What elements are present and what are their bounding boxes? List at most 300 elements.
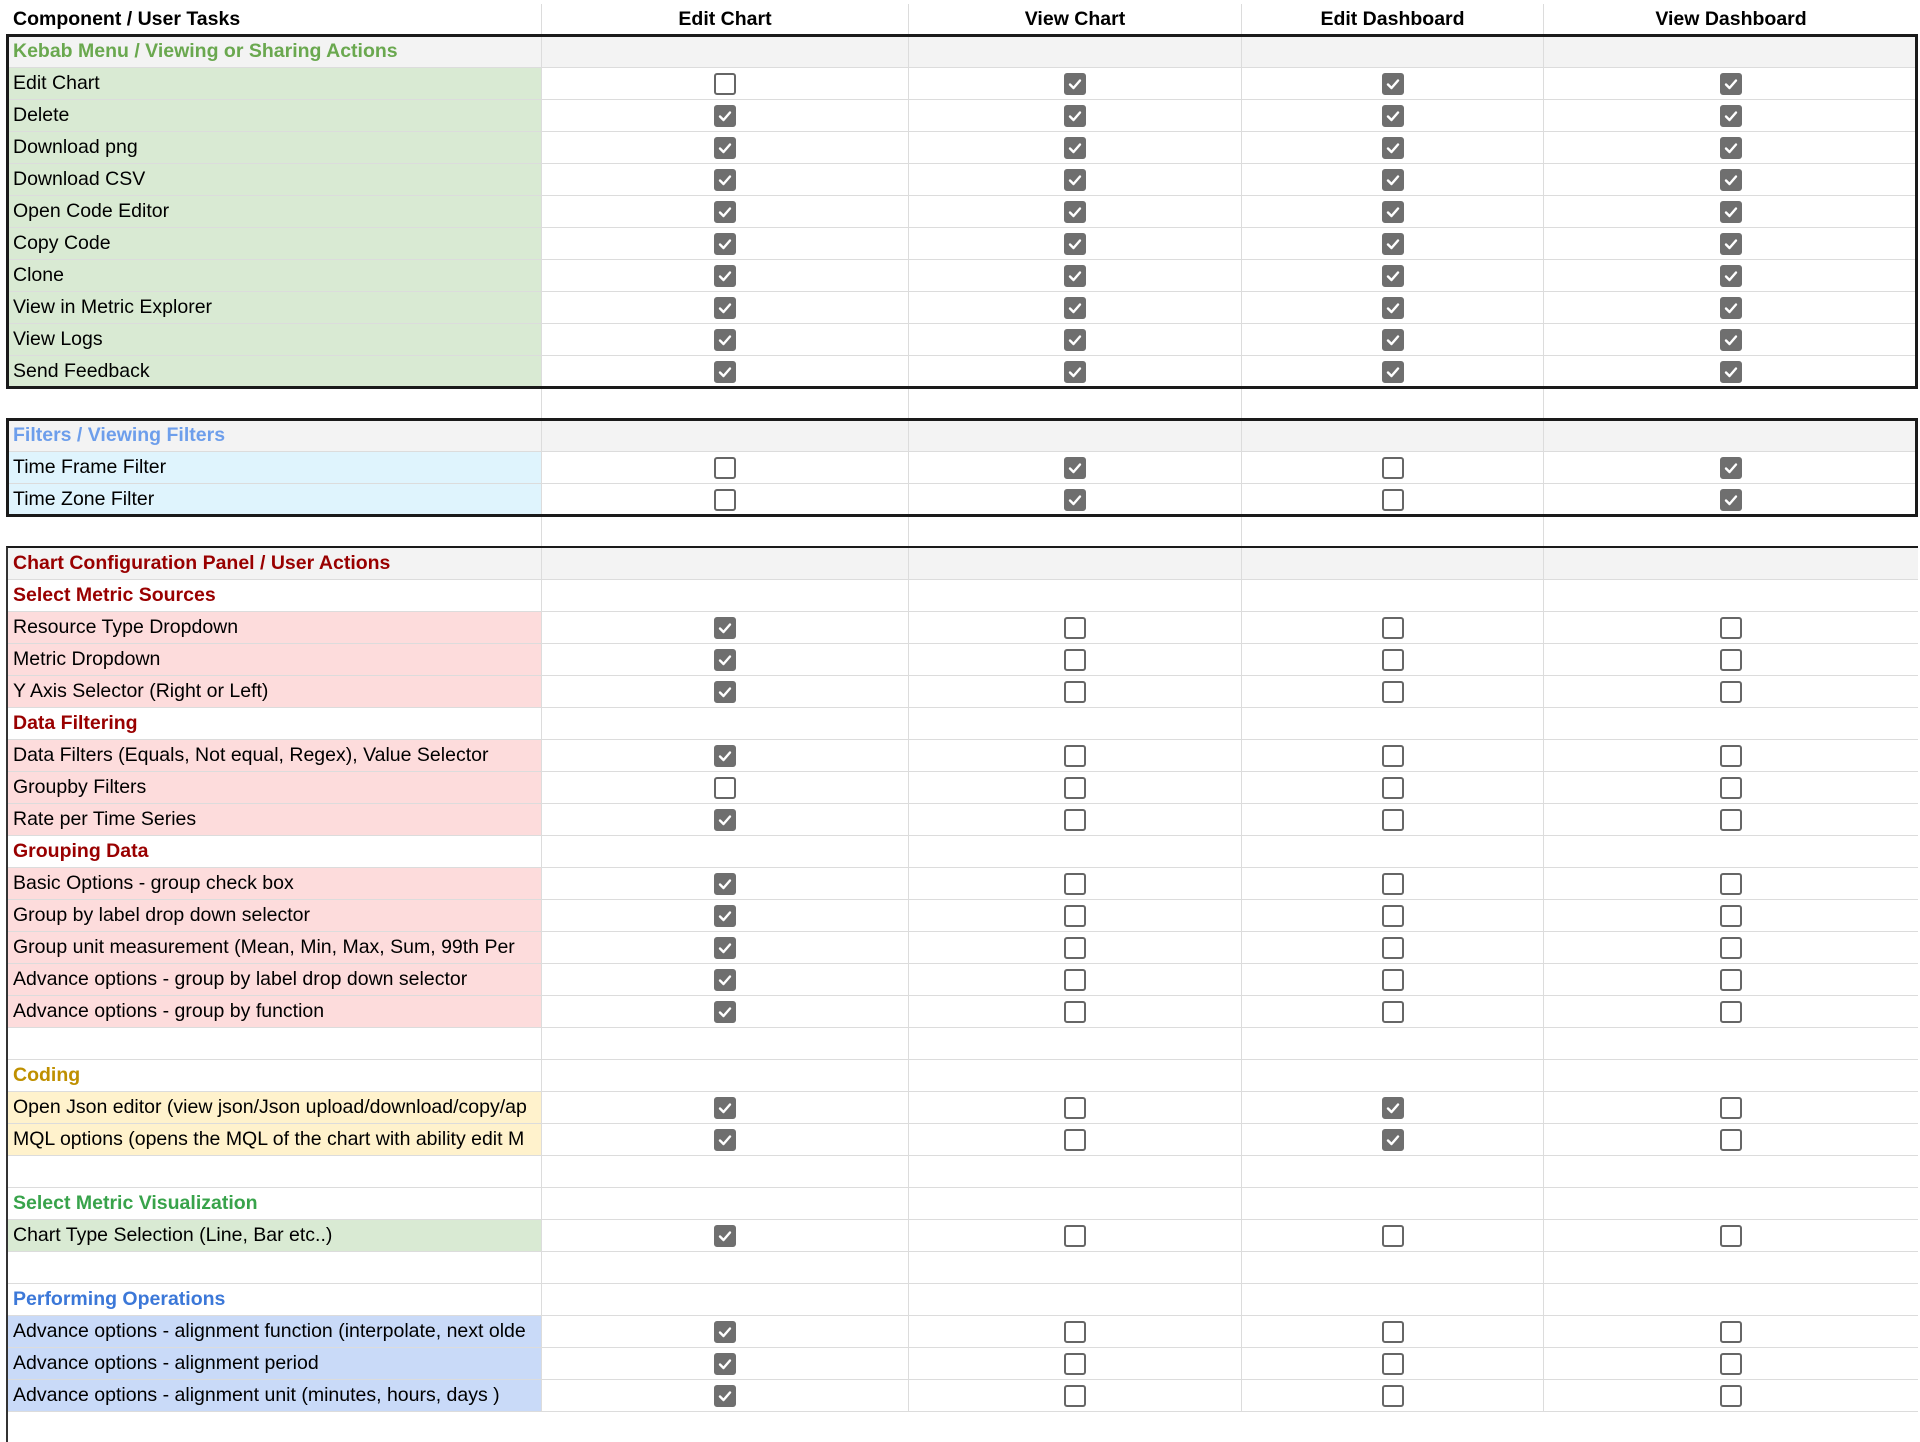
check-mark-icon (717, 332, 733, 348)
row-label[interactable]: Advance options - group by function (8, 996, 542, 1027)
cell-edit-dashboard (1242, 36, 1544, 67)
checkbox-unchecked[interactable] (714, 489, 736, 511)
checkbox-checked[interactable] (714, 905, 736, 927)
checkbox-unchecked[interactable] (1064, 809, 1086, 831)
table-row (8, 1124, 1918, 1156)
cell-edit-dashboard (1242, 388, 1544, 419)
cell-view-dashboard (1544, 1028, 1918, 1059)
check-mark-icon (1723, 236, 1739, 252)
cell-view-dashboard (1544, 260, 1918, 291)
check-mark-icon (717, 748, 733, 764)
cell-edit-dashboard (1242, 100, 1544, 131)
checkbox-unchecked[interactable] (1064, 1225, 1086, 1247)
table-row (8, 164, 1918, 196)
header-component[interactable]: Component / User Tasks (8, 4, 542, 35)
checkbox-unchecked[interactable] (1064, 937, 1086, 959)
cell-edit-chart (542, 836, 909, 867)
cell-view-chart (909, 1124, 1242, 1155)
row-label[interactable]: Copy Code (8, 228, 542, 259)
checkbox-checked[interactable] (714, 201, 736, 223)
checkbox-checked[interactable] (714, 1353, 736, 1375)
row-label[interactable]: View in Metric Explorer (8, 292, 542, 323)
section-title[interactable]: Data Filtering (8, 708, 542, 739)
cell-view-chart (909, 1188, 1242, 1219)
cell-edit-dashboard (1242, 996, 1544, 1027)
cell-view-dashboard (1544, 644, 1918, 675)
checkbox-unchecked[interactable] (1720, 617, 1742, 639)
cell-view-chart (909, 36, 1242, 67)
check-mark-icon (1385, 172, 1401, 188)
cell-edit-chart (542, 740, 909, 771)
checkbox-checked[interactable] (1064, 201, 1086, 223)
checkbox-checked[interactable] (1064, 73, 1086, 95)
section-header-row (8, 36, 1918, 68)
checkbox-checked[interactable] (1064, 489, 1086, 511)
check-mark-icon (717, 684, 733, 700)
row-label[interactable]: Metric Dropdown (8, 644, 542, 675)
cell-view-dashboard (1544, 36, 1918, 67)
checkbox-unchecked[interactable] (1064, 873, 1086, 895)
checkbox-unchecked[interactable] (1382, 777, 1404, 799)
checkbox-unchecked[interactable] (1720, 1129, 1742, 1151)
checkbox-unchecked[interactable] (1720, 1321, 1742, 1343)
table-row (8, 228, 1918, 260)
cell-view-dashboard (1544, 836, 1918, 867)
cell-view-chart (909, 1316, 1242, 1347)
row-label[interactable]: Send Feedback (8, 356, 542, 387)
section-title[interactable]: Filters / Viewing Filters (8, 420, 542, 451)
cell-edit-dashboard (1242, 1028, 1544, 1059)
cell-edit-dashboard (1242, 292, 1544, 323)
checkbox-checked[interactable] (1064, 137, 1086, 159)
checkbox-unchecked[interactable] (1720, 969, 1742, 991)
cell-edit-chart (542, 452, 909, 483)
check-mark-icon (717, 972, 733, 988)
blank-cell[interactable] (8, 388, 542, 419)
cell-view-dashboard (1544, 964, 1918, 995)
checkbox-unchecked[interactable] (1382, 1353, 1404, 1375)
cell-view-chart (909, 900, 1242, 931)
checkbox-checked[interactable] (1382, 201, 1404, 223)
cell-view-dashboard (1544, 452, 1918, 483)
section-header-row (8, 1284, 1918, 1316)
checkbox-unchecked[interactable] (1382, 489, 1404, 511)
row-label[interactable]: Clone (8, 260, 542, 291)
blank-row (8, 1252, 1918, 1284)
checkbox-checked[interactable] (714, 617, 736, 639)
header-view-dashboard[interactable]: View Dashboard (1655, 8, 1807, 30)
check-mark-icon (1385, 1100, 1401, 1116)
cell-edit-chart (542, 100, 909, 131)
cell-edit-dashboard (1242, 548, 1544, 579)
cell-view-dashboard (1544, 1060, 1918, 1091)
section-header-row (8, 836, 1918, 868)
cell-view-dashboard (1544, 740, 1918, 771)
checkbox-unchecked[interactable] (1382, 745, 1404, 767)
table-row (8, 740, 1918, 772)
cell-edit-chart (542, 1316, 909, 1347)
checkbox-unchecked[interactable] (1720, 873, 1742, 895)
table-row (8, 772, 1918, 804)
checkbox-unchecked[interactable] (1064, 905, 1086, 927)
cell-view-chart (909, 1060, 1242, 1091)
cell-edit-chart (542, 228, 909, 259)
row-label[interactable]: Group unit measurement (Mean, Min, Max, Sum, 99th Per (8, 932, 542, 963)
row-label[interactable]: Advance options - group by label drop down selector (8, 964, 542, 995)
checkbox-unchecked[interactable] (1064, 617, 1086, 639)
table-row (8, 292, 1918, 324)
checkbox-unchecked[interactable] (1064, 745, 1086, 767)
cell-edit-chart (542, 1124, 909, 1155)
cell-edit-chart (542, 388, 909, 419)
checkbox-checked[interactable] (714, 681, 736, 703)
checkbox-unchecked[interactable] (1064, 1001, 1086, 1023)
checkbox-checked[interactable] (1064, 297, 1086, 319)
checkbox-unchecked[interactable] (1382, 1385, 1404, 1407)
cell-edit-dashboard (1242, 1092, 1544, 1123)
cell-view-chart (909, 804, 1242, 835)
cell-edit-dashboard (1242, 196, 1544, 227)
checkbox-unchecked[interactable] (1064, 1129, 1086, 1151)
checkbox-checked[interactable] (1382, 105, 1404, 127)
checkbox-checked[interactable] (1720, 73, 1742, 95)
cell-view-chart (909, 836, 1242, 867)
checkbox-unchecked[interactable] (1720, 777, 1742, 799)
checkbox-unchecked[interactable] (1720, 745, 1742, 767)
table-row (8, 1380, 1918, 1412)
cell-view-chart (909, 1220, 1242, 1251)
checkbox-checked[interactable] (1720, 201, 1742, 223)
section-title[interactable]: Select Metric Visualization (8, 1188, 542, 1219)
cell-view-chart (909, 676, 1242, 707)
cell-view-chart (909, 164, 1242, 195)
row-label[interactable]: Advance options - alignment unit (minutes, hours, days ) (8, 1380, 542, 1411)
check-mark-icon (1723, 268, 1739, 284)
row-label[interactable]: Group by label drop down selector (8, 900, 542, 931)
cell-edit-dashboard (1242, 1124, 1544, 1155)
checkbox-unchecked[interactable] (1382, 1001, 1404, 1023)
checkbox-checked[interactable] (1064, 329, 1086, 351)
cell-view-chart (909, 420, 1242, 451)
cell-edit-dashboard (1242, 740, 1544, 771)
cell-view-chart (909, 612, 1242, 643)
cell-view-chart (909, 100, 1242, 131)
row-label[interactable]: Chart Type Selection (Line, Bar etc..) (8, 1220, 542, 1251)
blank-row (8, 388, 1918, 420)
cell-view-dashboard (1544, 548, 1918, 579)
cell-edit-chart (542, 1060, 909, 1091)
row-label[interactable]: Advance options - alignment function (interpolate, next olde (8, 1316, 542, 1347)
checkbox-checked[interactable] (714, 265, 736, 287)
check-mark-icon (1067, 140, 1083, 156)
cell-edit-dashboard (1242, 1284, 1544, 1315)
cell-edit-dashboard (1242, 356, 1544, 387)
cell-view-dashboard (1544, 420, 1918, 451)
checkbox-checked[interactable] (1382, 329, 1404, 351)
table-row (8, 1220, 1918, 1252)
row-label[interactable]: Open Code Editor (8, 196, 542, 227)
section-title[interactable]: Select Metric Sources (8, 580, 542, 611)
check-mark-icon (717, 140, 733, 156)
row-label[interactable]: Basic Options - group check box (8, 868, 542, 899)
row-label[interactable]: Download CSV (8, 164, 542, 195)
checkbox-checked[interactable] (1720, 265, 1742, 287)
checkbox-unchecked[interactable] (1720, 937, 1742, 959)
cell-edit-chart (542, 292, 909, 323)
checkbox-checked[interactable] (714, 137, 736, 159)
blank-cell[interactable] (8, 1252, 542, 1283)
row-label[interactable]: Rate per Time Series (8, 804, 542, 835)
checkbox-checked[interactable] (1064, 457, 1086, 479)
checkbox-checked[interactable] (714, 1097, 736, 1119)
cell-view-chart (909, 452, 1242, 483)
check-mark-icon (717, 108, 733, 124)
checkbox-checked[interactable] (714, 649, 736, 671)
checkbox-checked[interactable] (714, 1385, 736, 1407)
checkbox-unchecked[interactable] (1382, 905, 1404, 927)
header-view-chart[interactable]: View Chart (909, 4, 1242, 35)
check-mark-icon (1723, 300, 1739, 316)
cell-view-dashboard (1544, 1092, 1918, 1123)
check-mark-icon (717, 268, 733, 284)
row-label[interactable]: Open Json editor (view json/Json upload/download/copy/ap (8, 1092, 542, 1123)
check-mark-icon (1385, 236, 1401, 252)
row-label[interactable]: Groupby Filters (8, 772, 542, 803)
row-label[interactable]: Edit Chart (8, 68, 542, 99)
checkbox-checked[interactable] (1064, 169, 1086, 191)
checkbox-unchecked[interactable] (1382, 1225, 1404, 1247)
cell-view-chart (909, 932, 1242, 963)
row-label[interactable]: Delete (8, 100, 542, 131)
table-row (8, 1348, 1918, 1380)
cell-view-chart (909, 132, 1242, 163)
row-label[interactable]: Advance options - alignment period (8, 1348, 542, 1379)
checkbox-checked[interactable] (714, 969, 736, 991)
cell-edit-dashboard (1242, 900, 1544, 931)
check-mark-icon (1723, 140, 1739, 156)
checkbox-checked[interactable] (1720, 457, 1742, 479)
cell-edit-dashboard (1242, 324, 1544, 355)
blank-cell[interactable] (8, 1028, 542, 1059)
check-mark-icon (1067, 332, 1083, 348)
table-row (8, 612, 1918, 644)
checkbox-unchecked[interactable] (1382, 809, 1404, 831)
checkbox-unchecked[interactable] (1382, 873, 1404, 895)
row-label[interactable]: Time Zone Filter (8, 484, 542, 515)
section-header-row (8, 708, 1918, 740)
checkbox-checked[interactable] (1382, 137, 1404, 159)
checkbox-checked[interactable] (1064, 105, 1086, 127)
checkbox-unchecked[interactable] (1064, 969, 1086, 991)
check-mark-icon (1723, 172, 1739, 188)
table-row (8, 804, 1918, 836)
checkbox-checked[interactable] (714, 1225, 736, 1247)
check-mark-icon (717, 300, 733, 316)
cell-view-dashboard (1544, 1124, 1918, 1155)
checkbox-unchecked[interactable] (714, 457, 736, 479)
checkbox-checked[interactable] (1720, 297, 1742, 319)
cell-view-chart (909, 548, 1242, 579)
cell-edit-chart (542, 1252, 909, 1283)
checkbox-checked[interactable] (1720, 489, 1742, 511)
checkbox-checked[interactable] (1720, 233, 1742, 255)
cell-view-chart (909, 356, 1242, 387)
check-mark-icon (1385, 300, 1401, 316)
checkbox-checked[interactable] (714, 1321, 736, 1343)
checkbox-unchecked[interactable] (1720, 905, 1742, 927)
check-mark-icon (717, 1356, 733, 1372)
cell-view-dashboard (1544, 1252, 1918, 1283)
checkbox-checked[interactable] (1382, 297, 1404, 319)
blank-cell[interactable] (8, 1156, 542, 1187)
checkbox-checked[interactable] (1064, 233, 1086, 255)
checkbox-checked[interactable] (1064, 265, 1086, 287)
cell-edit-chart (542, 132, 909, 163)
checkbox-unchecked[interactable] (1720, 1097, 1742, 1119)
checkbox-checked[interactable] (714, 937, 736, 959)
checkbox-checked[interactable] (714, 297, 736, 319)
cell-view-dashboard (1544, 708, 1918, 739)
row-label[interactable]: Download png (8, 132, 542, 163)
section-title[interactable]: Chart Configuration Panel / User Actions (8, 548, 542, 579)
cell-edit-dashboard (1242, 1220, 1544, 1251)
cell-view-dashboard (1544, 996, 1918, 1027)
checkbox-unchecked[interactable] (1064, 649, 1086, 671)
check-mark-icon (1385, 76, 1401, 92)
checkbox-unchecked[interactable] (1720, 1225, 1742, 1247)
checkbox-checked[interactable] (714, 1129, 736, 1151)
cell-view-dashboard (1544, 1316, 1918, 1347)
cell-view-chart (909, 1156, 1242, 1187)
checkbox-unchecked[interactable] (1720, 1353, 1742, 1375)
row-label[interactable]: Resource Type Dropdown (8, 612, 542, 643)
checkbox-checked[interactable] (714, 329, 736, 351)
cell-edit-chart (542, 772, 909, 803)
cell-edit-dashboard (1242, 868, 1544, 899)
checkbox-unchecked[interactable] (1382, 681, 1404, 703)
checkbox-checked[interactable] (1382, 1129, 1404, 1151)
checkbox-unchecked[interactable] (1382, 457, 1404, 479)
header-edit-dashboard[interactable]: Edit Dashboard (1242, 4, 1544, 35)
row-label[interactable]: View Logs (8, 324, 542, 355)
checkbox-checked[interactable] (1720, 169, 1742, 191)
checkbox-checked[interactable] (1720, 361, 1742, 383)
row-label[interactable]: MQL options (opens the MQL of the chart with ability edit M (8, 1124, 542, 1155)
checkbox-checked[interactable] (1382, 361, 1404, 383)
checkbox-unchecked[interactable] (1382, 617, 1404, 639)
check-mark-icon (1067, 268, 1083, 284)
cell-view-dashboard (1544, 132, 1918, 163)
checkbox-unchecked[interactable] (1720, 681, 1742, 703)
checkbox-checked[interactable] (1382, 1097, 1404, 1119)
checkbox-checked[interactable] (1064, 361, 1086, 383)
checkbox-unchecked[interactable] (1720, 649, 1742, 671)
section-title[interactable]: Grouping Data (8, 836, 542, 867)
checkbox-unchecked[interactable] (1382, 969, 1404, 991)
row-label[interactable]: Y Axis Selector (Right or Left) (8, 676, 542, 707)
section-header-row (8, 548, 1918, 580)
cell-view-chart (909, 228, 1242, 259)
cell-view-chart (909, 68, 1242, 99)
checkbox-unchecked[interactable] (714, 73, 736, 95)
check-mark-icon (717, 204, 733, 220)
checkbox-checked[interactable] (1720, 105, 1742, 127)
checkbox-unchecked[interactable] (1064, 681, 1086, 703)
blank-cell[interactable] (8, 516, 542, 547)
checkbox-unchecked[interactable] (1064, 1353, 1086, 1375)
cell-view-dashboard (1544, 1348, 1918, 1379)
row-label[interactable]: Data Filters (Equals, Not equal, Regex), Value Selector (8, 740, 542, 771)
checkbox-unchecked[interactable] (1064, 1385, 1086, 1407)
checkbox-checked[interactable] (714, 745, 736, 767)
table-row (8, 868, 1918, 900)
checkbox-checked[interactable] (714, 233, 736, 255)
cell-view-dashboard (1544, 612, 1918, 643)
cell-edit-dashboard (1242, 580, 1544, 611)
check-mark-icon (1723, 460, 1739, 476)
section-title[interactable]: Coding (8, 1060, 542, 1091)
checkbox-unchecked[interactable] (714, 777, 736, 799)
check-mark-icon (1723, 364, 1739, 380)
checkbox-unchecked[interactable] (1720, 1385, 1742, 1407)
checkbox-checked[interactable] (1382, 233, 1404, 255)
checkbox-checked[interactable] (1382, 265, 1404, 287)
table-row (8, 260, 1918, 292)
checkbox-checked[interactable] (714, 361, 736, 383)
table-row (8, 132, 1918, 164)
checkbox-checked[interactable] (1720, 137, 1742, 159)
checkbox-unchecked[interactable] (1720, 809, 1742, 831)
table-row (8, 964, 1918, 996)
checkbox-unchecked[interactable] (1382, 937, 1404, 959)
check-mark-icon (717, 1004, 733, 1020)
check-mark-icon (1385, 332, 1401, 348)
checkbox-checked[interactable] (714, 169, 736, 191)
checkbox-checked[interactable] (714, 105, 736, 127)
check-mark-icon (717, 908, 733, 924)
checkbox-unchecked[interactable] (1382, 649, 1404, 671)
checkbox-unchecked[interactable] (1064, 1097, 1086, 1119)
checkbox-checked[interactable] (714, 1001, 736, 1023)
cell-view-chart (909, 324, 1242, 355)
checkbox-checked[interactable] (714, 809, 736, 831)
checkbox-unchecked[interactable] (1382, 1321, 1404, 1343)
checkbox-checked[interactable] (1382, 73, 1404, 95)
checkbox-unchecked[interactable] (1720, 1001, 1742, 1023)
row-label[interactable]: Time Frame Filter (8, 452, 542, 483)
cell-edit-chart (542, 484, 909, 515)
check-mark-icon (717, 940, 733, 956)
cell-edit-dashboard (1242, 772, 1544, 803)
cell-edit-chart (542, 964, 909, 995)
cell-edit-dashboard (1242, 164, 1544, 195)
checkbox-unchecked[interactable] (1064, 777, 1086, 799)
check-mark-icon (717, 1228, 733, 1244)
cell-view-chart (909, 740, 1242, 771)
checkbox-unchecked[interactable] (1064, 1321, 1086, 1343)
check-mark-icon (1723, 76, 1739, 92)
check-mark-icon (717, 620, 733, 636)
checkbox-checked[interactable] (714, 873, 736, 895)
section-title[interactable]: Kebab Menu / Viewing or Sharing Actions (8, 36, 542, 67)
header-edit-chart[interactable]: Edit Chart (542, 4, 909, 35)
section-title[interactable]: Performing Operations (8, 1284, 542, 1315)
cell-view-chart (909, 644, 1242, 675)
table-row (8, 1092, 1918, 1124)
checkbox-checked[interactable] (1720, 329, 1742, 351)
checkbox-checked[interactable] (1382, 169, 1404, 191)
table-row (8, 324, 1918, 356)
